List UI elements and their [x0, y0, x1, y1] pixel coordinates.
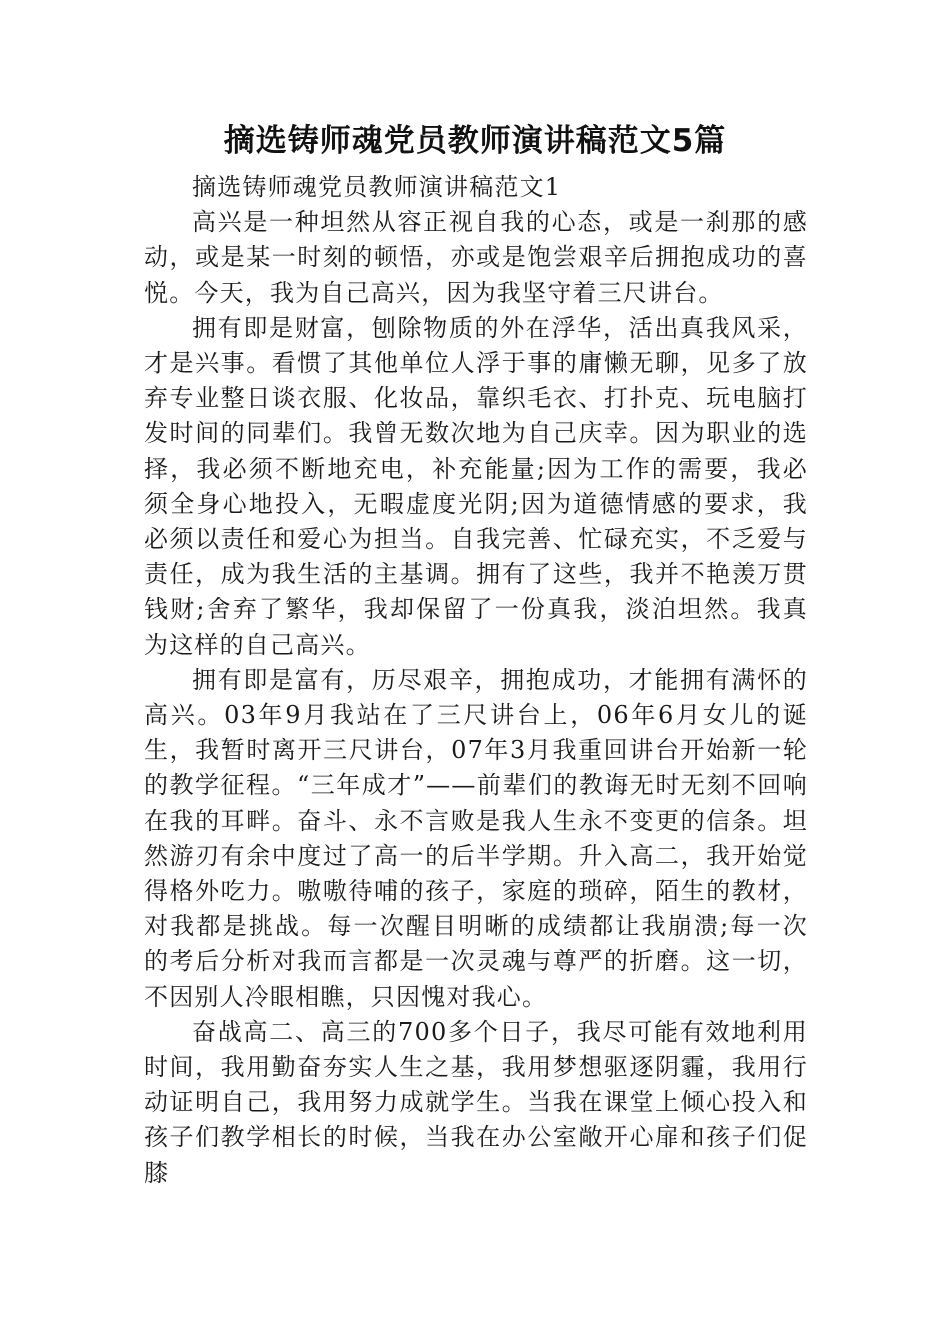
document-title: 摘选铸师魂党员教师演讲稿范文5篇: [223, 123, 727, 159]
paragraph-2: 拥有即是财富，刨除物质的外在浮华，活出真我风采，才是兴事。看惯了其他单位人浮于事的庸懒无聊，见多了放弃专业整日谈衣服、化妆品，靠织毛衣、打扑克、玩电脑打发时间的同辈们。我曾无数次地为自己庆幸。因为职业的选择，我必须不断地充电，补充能量;因为工作的需要，我必须全身心地投入，无暇虚度光阴;因为道德情感的要求，我必须以责任和爱心为担当。自我完善、忙碌充实，不乏爱与责任，成为我生活的主基调。拥有了这些，我并不艳羡万贯钱财;舍弃了繁华，我却保留了一份真我，淡泊坦然。我真为这样的自己高兴。: [144, 313, 808, 659]
paragraph-1: 高兴是一种坦然从容正视自我的心态，或是一刹那的感动，或是某一时刻的顿悟，亦或是饱尝艰辛后拥抱成功的喜悦。今天，我为自己高兴，因为我坚守着三尺讲台。: [144, 208, 808, 307]
document-body: [144, 170, 808, 1191]
paragraph-3: 拥有即是富有，历尽艰辛，拥抱成功，才能拥有满怀的高兴。03年9月我站在了三尺讲台上，06年6月女儿的诞生，我暂时离开三尺讲台，07年3月我重回讲台开始新一轮的教学征程。“三年成才”——前辈们的教诲无时无刻不回响在我的耳畔。奋斗、永不言败是我人生永不变更的信条。坦然游刃有余中度过了高一的后半学期。升入高二，我开始觉得格外吃力。嗷嗷待哺的孩子，家庭的琐碎，陌生的教材，对我都是挑战。每一次醒目明晰的成绩都让我崩溃;每一次的考后分析对我而言都是一次灵魂与尊严的折磨。这一切，不因别人冷眼相瞧，只因愧对我心。: [144, 665, 808, 1011]
document-subtitle: 摘选铸师魂党员教师演讲稿范文1: [192, 173, 562, 201]
paragraph-4: 奋战高二、高三的700多个日子，我尽可能有效地利用时间，我用勤奋夯实人生之基，我用梦想驱逐阴霾，我用行动证明自己，我用努力成就学生。当我在课堂上倾心投入和孩子们教学相长的时候，当我在办公室敞开心扉和孩子们促膝: [144, 1017, 808, 1187]
